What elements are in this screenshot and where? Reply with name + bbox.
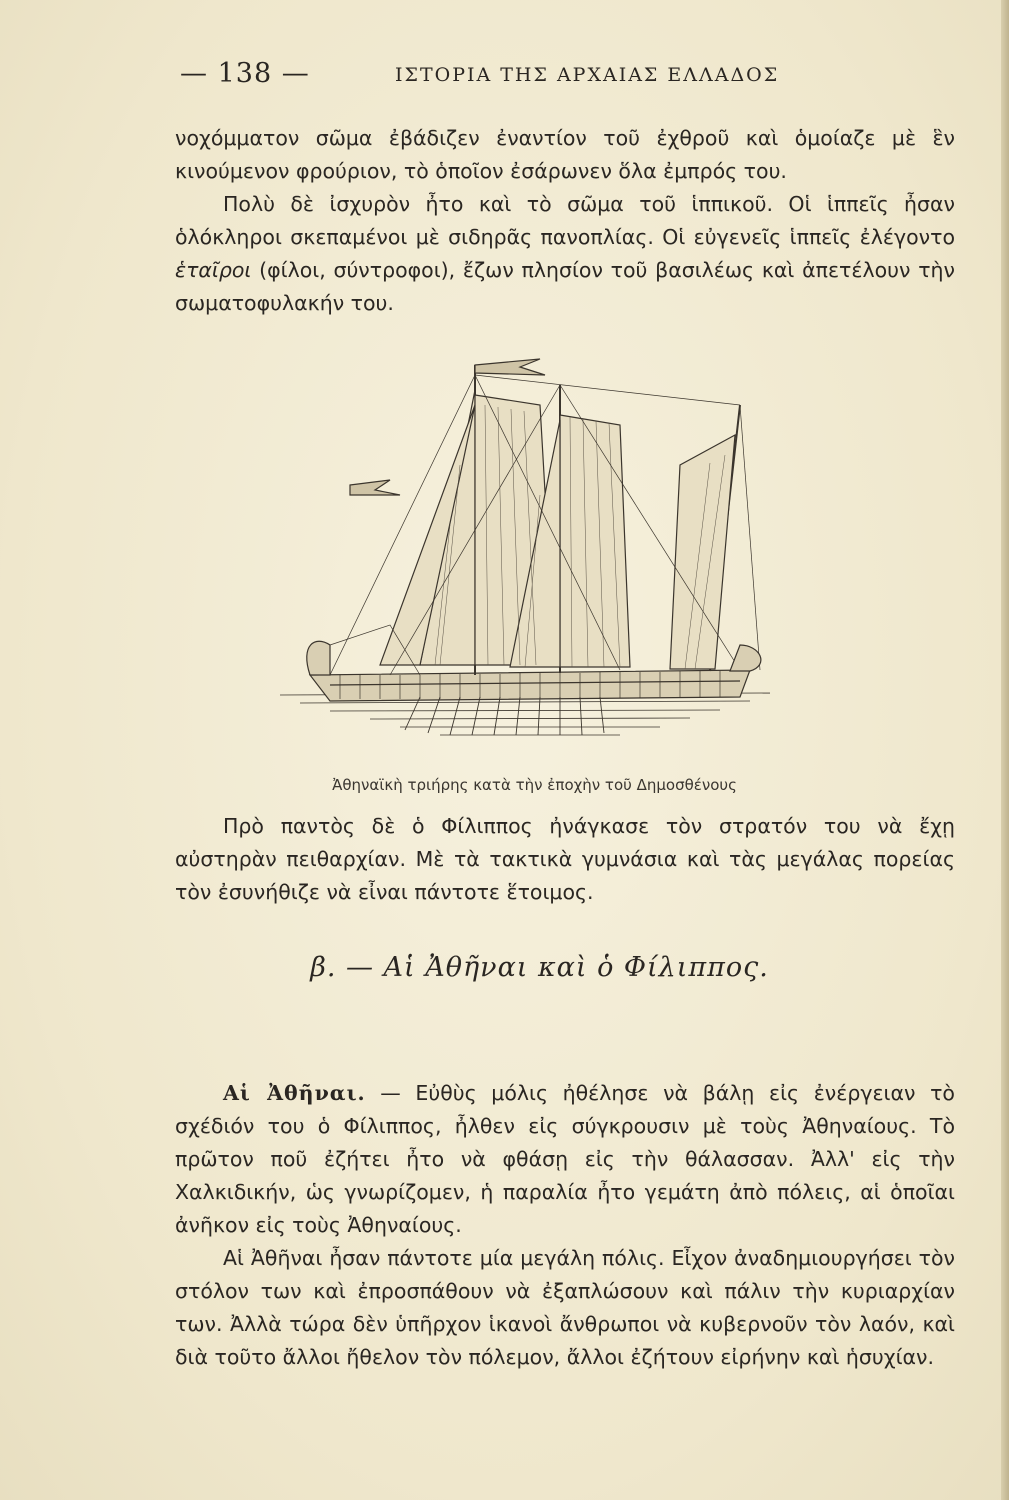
page-number: — 138 — xyxy=(180,58,310,89)
stern-flag xyxy=(350,480,400,495)
paragraph-cavalry-text-b: (φίλοι, σύντροφοι), ἔζων πλησίον τοῦ βασιλέως καὶ ἀπετέλουν τὴν σωματοφυλακήν του. xyxy=(175,258,955,315)
trireme-illustration xyxy=(270,345,790,770)
stern-ornament xyxy=(307,641,330,675)
paragraph-cavalry xyxy=(175,188,955,320)
section-title: β. — Αἱ Ἀθῆναι καὶ ὁ Φίλιππος. xyxy=(310,952,769,983)
hull xyxy=(310,670,750,701)
prow xyxy=(730,645,761,671)
text-block-athens xyxy=(175,1077,955,1374)
running-title: ΙΣΤΟΡΙΑ ΤΗΣ ΑΡΧΑΙΑΣ ΕΛΛΑΔΟΣ xyxy=(395,64,780,86)
paragraph-athens xyxy=(175,1077,955,1242)
text-block-discipline xyxy=(175,810,955,909)
paragraph-athens-fleet: Αἱ Ἀθῆναι ἦσαν πάντοτε μία μεγάλη πόλις. Εἶχον ἀναδημιουργήσει τὸν στόλον των καὶ ἐπροσπάθουν νὰ ἐξαπλώσουν καὶ πάλιν τὴν κυριαρχίαν των. Ἀλλὰ τώρα δὲν ὑπῆρχον ἱκανοὶ ἄνθρωποι νὰ κυβερνοῦν τὸν λαόν, καὶ διὰ τοῦτο ἄλλοι ἤθελον τὸν πόλεμον, ἄλλοι ἐζήτουν εἰρήνην καὶ ἡσυχίαν. xyxy=(175,1246,955,1369)
paragraph-athens-text: — Εὐθὺς μόλις ἠθέλησε νὰ βάλῃ εἰς ἐνέργειαν τὸ σχέδιόν του ὁ Φίλιππος, ἦλθεν εἰς σύγκρουσιν μὲ τοὺς Ἀθηναίους. Τὸ πρῶτον ποῦ ἐζήτει ἦτο νὰ φθάσῃ εἰς τὴν θάλασσαν. Ἀλλ' εἰς τὴν Χαλκιδικήν, ὡς γνωρίζομεν, ἡ παραλία ἦτο γεμάτη ἀπὸ πόλεις, αἱ ὁποῖαι ἀνῆκον εἰς τοὺς Ἀθηναίους. xyxy=(175,1081,955,1237)
paragraph-cavalry-text-a: Πολὺ δὲ ἰσχυρὸν ἦτο καὶ τὸ σῶμα τοῦ ἱππικοῦ. Οἱ ἱππεῖς ἦσαν ὁλόκληροι σκεπαμένοι μὲ σιδηρᾶς πανοπλίας. Οἱ εὐγενεῖς ἱππεῖς ἐλέγοντο xyxy=(175,192,955,249)
paragraph-athens-lead: Αἱ Ἀθῆναι. xyxy=(223,1081,366,1105)
mast-flag xyxy=(475,359,545,375)
paragraph-discipline: Πρὸ παντὸς δὲ ὁ Φίλιππος ἠνάγκασε τὸν στρατόν του νὰ ἔχῃ αὐστηρὰν πειθαρχίαν. Μὲ τὰ τακτικὰ γυμνάσια καὶ τὰς μεγάλας πορείας τὸν ἐσυνήθιζε νὰ εἶναι πάντοτε ἕτοιμος. xyxy=(175,814,955,904)
page-header xyxy=(180,58,800,98)
sails xyxy=(380,390,735,669)
page-edge xyxy=(1001,0,1009,1500)
text-block-top xyxy=(175,122,955,320)
hetairoi-term: ἑταῖροι xyxy=(175,258,252,282)
figure-caption: Ἀθηναϊκὴ τριήρης κατὰ τὴν ἐποχὴν τοῦ Δημοσθένους xyxy=(332,776,737,794)
paragraph-continued: νοχόμματον σῶμα ἐβάδιζεν ἐναντίον τοῦ ἐχθροῦ καὶ ὁμοίαζε μὲ ἓν κινούμενον φρούριον, τὸ ὁποῖον ἐσάρωνεν ὅλα ἐμπρός του. xyxy=(175,126,955,183)
